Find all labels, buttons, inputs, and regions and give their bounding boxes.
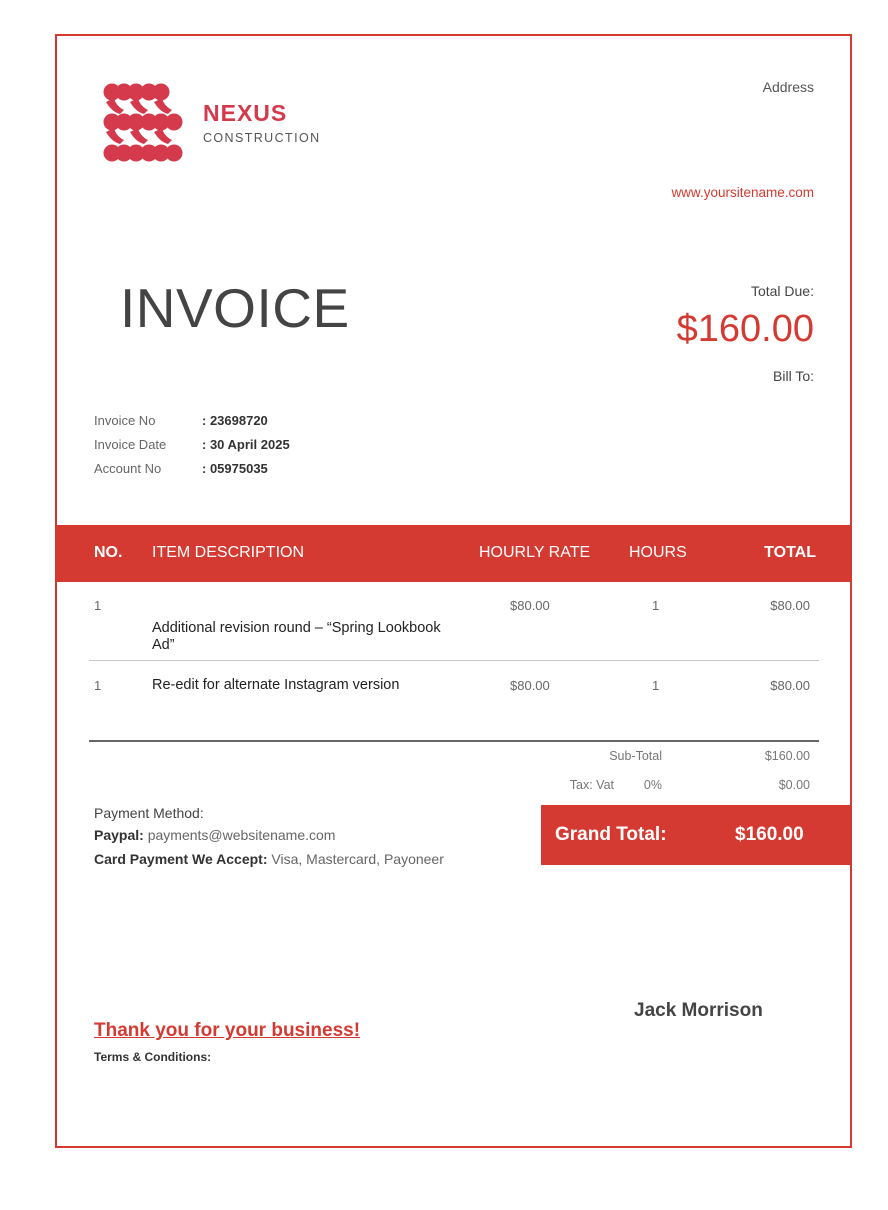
bill-to-label: Bill To: <box>773 368 814 384</box>
terms-conditions-label: Terms & Conditions: <box>94 1050 212 1064</box>
grand-total-box <box>541 805 850 865</box>
account-no-label: Account No <box>94 461 162 476</box>
tax-value: $0.00 <box>778 778 810 792</box>
total-due-amount: $160.00 <box>676 308 814 350</box>
invoice-date-label: Invoice Date <box>94 437 167 452</box>
tax-rate: 0% <box>643 778 662 792</box>
payment-method-heading: Payment Method: <box>94 805 204 821</box>
paypal-label: Paypal: <box>94 827 144 843</box>
tax-label: Tax: Vat <box>569 778 614 792</box>
invoice-frame <box>55 34 852 1148</box>
row-2-hours: 1 <box>652 678 660 693</box>
invoice-no-value: : 23698720 <box>202 413 268 428</box>
invoice-no-label: Invoice No <box>94 413 156 428</box>
card-payment-line <box>94 851 444 867</box>
thank-you-message: Thank you for your business! <box>94 1020 361 1041</box>
column-header-hourly-rate: HOURLY RATE <box>479 544 591 561</box>
column-header-no: NO. <box>94 544 123 561</box>
column-header-description: ITEM DESCRIPTION <box>152 544 305 561</box>
row-1-no: 1 <box>94 598 102 613</box>
nexus-logo-icon <box>102 80 184 164</box>
page-title: INVOICE <box>120 277 350 339</box>
address-label: Address <box>762 79 814 95</box>
card-payment-methods: Visa, Mastercard, Payoneer <box>271 851 444 867</box>
column-header-hours: HOURS <box>629 544 687 561</box>
row-2-total: $80.00 <box>770 678 810 693</box>
total-due-label: Total Due: <box>750 283 814 299</box>
signature-name: Jack Morrison <box>634 1000 763 1021</box>
grand-total-label: Grand Total: <box>555 824 667 845</box>
paypal-line <box>94 827 335 843</box>
row-2-rate: $80.00 <box>510 678 550 693</box>
row-2-description: Re-edit for alternate Instagram version <box>152 677 400 693</box>
table-bottom-rule <box>89 740 819 742</box>
subtotal-label: Sub-Total <box>609 749 662 763</box>
invoice-date-value: : 30 April 2025 <box>202 437 290 452</box>
row-1-total: $80.00 <box>770 598 810 613</box>
card-payment-label: Card Payment We Accept: <box>94 851 268 867</box>
brand-name: NEXUS <box>203 100 288 126</box>
row-1-hours: 1 <box>652 598 660 613</box>
row-1-rate: $80.00 <box>510 598 550 613</box>
website-link[interactable]: www.yoursitename.com <box>671 185 814 200</box>
account-no-value: : 05975035 <box>202 461 268 476</box>
row-2-no: 1 <box>94 678 102 693</box>
paypal-email: payments@websitename.com <box>147 827 336 843</box>
subtotal-value: $160.00 <box>764 749 810 763</box>
column-header-total: TOTAL <box>764 544 816 561</box>
items-table-header <box>57 525 850 582</box>
grand-total-value: $160.00 <box>735 824 804 845</box>
brand-subtitle: CONSTRUCTION <box>203 131 321 145</box>
row-1-description: Additional revision round – “Spring Lookbook Ad” <box>152 620 441 653</box>
row-divider <box>89 660 819 661</box>
